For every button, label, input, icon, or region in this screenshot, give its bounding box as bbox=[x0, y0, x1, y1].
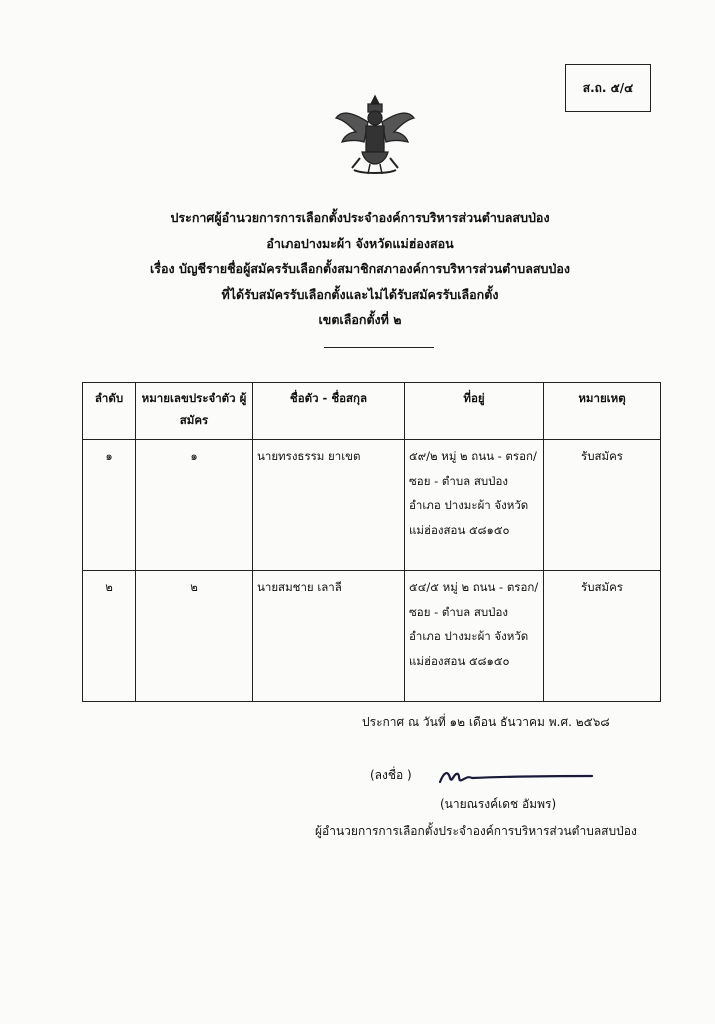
row-candidate-number: ๒ bbox=[136, 571, 253, 702]
heading-divider bbox=[324, 347, 434, 348]
header-candidate-number: หมายเลขประจำตัว ผู้สมัคร bbox=[136, 383, 253, 440]
signature-label: (ลงชื่อ ) bbox=[370, 768, 412, 782]
heading-line-3: เรื่อง บัญชีรายชื่อผู้สมัครรับเลือกตั้งสมาชิกสภาองค์การบริหารส่วนตำบลสบป่อง bbox=[150, 261, 570, 276]
heading-line-5: เขตเลือกตั้งที่ ๒ bbox=[318, 312, 402, 327]
row-name: นายทรงธรรม ยาเขต bbox=[253, 440, 405, 571]
candidate-table bbox=[82, 382, 661, 702]
signer-title: ผู้อำนวยการการเลือกตั้งประจำองค์การบริหารส่วนตำบลสบป่อง bbox=[315, 824, 637, 838]
garuda-emblem-icon bbox=[332, 92, 418, 178]
header-order: ลำดับ bbox=[83, 383, 136, 440]
header-name: ชื่อตัว - ชื่อสกุล bbox=[253, 383, 405, 440]
heading-line-4: ที่ได้รับสมัครรับเลือกตั้งและไม่ได้รับสมัครรับเลือกตั้ง bbox=[221, 286, 499, 302]
form-code-box bbox=[565, 64, 651, 112]
row-note: รับสมัคร bbox=[544, 571, 661, 702]
row-order: ๒ bbox=[83, 571, 136, 702]
heading-line-2: อำเภอปางมะผ้า จังหวัดแม่ฮ่องสอน bbox=[266, 235, 454, 251]
row-address: ๕๙/๒ หมู่ ๒ ถนน - ตรอก/ซอย - ตำบล สบป่อง อำเภอ ปางมะผ้า จังหวัด แม่ฮ่องสอน ๕๘๑๕๐ bbox=[405, 440, 544, 571]
heading-line-1: ประกาศผู้อำนวยการการเลือกตั้งประจำองค์การบริหารส่วนตำบลสบป่อง bbox=[170, 210, 550, 225]
announcement-date: ประกาศ ณ วันที่ ๑๒ เดือน ธันวาคม พ.ศ. ๒๕๖๘ bbox=[362, 715, 610, 729]
table-row bbox=[83, 571, 661, 702]
signer-name: (นายณรงค์เดช อัมพร) bbox=[440, 797, 557, 811]
table-header-row bbox=[83, 383, 661, 440]
handwritten-signature bbox=[436, 762, 596, 792]
announcement-heading bbox=[110, 205, 610, 333]
header-note: หมายเหตุ bbox=[544, 383, 661, 440]
form-code: ส.ถ. ๕/๔ bbox=[582, 80, 634, 95]
row-address: ๕๔/๕ หมู่ ๒ ถนน - ตรอก/ซอย - ตำบล สบป่อง อำเภอ ปางมะผ้า จังหวัด แม่ฮ่องสอน ๕๘๑๕๐ bbox=[405, 571, 544, 702]
row-order: ๑ bbox=[83, 440, 136, 571]
row-candidate-number: ๑ bbox=[136, 440, 253, 571]
header-address: ที่อยู่ bbox=[405, 383, 544, 440]
row-name: นายสมชาย เลาลี bbox=[253, 571, 405, 702]
table-row bbox=[83, 440, 661, 571]
row-note: รับสมัคร bbox=[544, 440, 661, 571]
